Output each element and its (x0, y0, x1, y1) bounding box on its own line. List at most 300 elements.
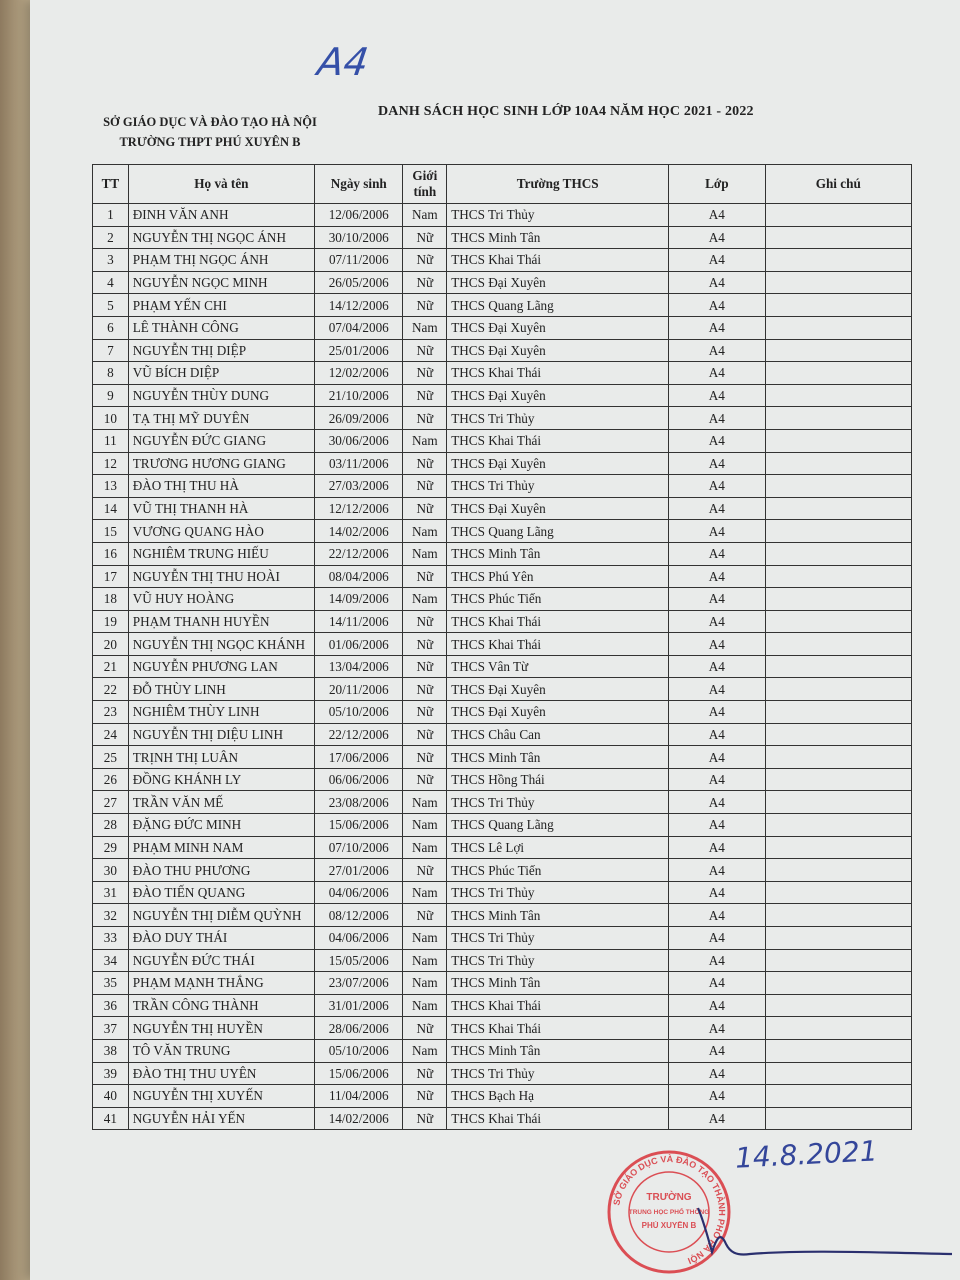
cell-class: A4 (669, 407, 765, 430)
stamp-line-1: TRƯỜNG (646, 1192, 692, 1203)
cell-school: THCS Quang Lãng (447, 294, 669, 317)
cell-dob: 01/06/2006 (315, 633, 403, 656)
table-row (93, 994, 912, 1017)
cell-sex: Nữ (403, 723, 447, 746)
cell-tt: 6 (93, 316, 129, 339)
cell-dob: 26/09/2006 (315, 407, 403, 430)
cell-school: THCS Bạch Hạ (447, 1085, 669, 1108)
cell-name: NGUYỄN THỊ XUYẾN (128, 1085, 314, 1108)
cell-name: ĐINH VĂN ANH (128, 204, 314, 227)
cell-note (765, 475, 912, 498)
cell-class: A4 (669, 904, 765, 927)
cell-sex: Nữ (403, 1085, 447, 1108)
cell-name: NGUYỄN ĐỨC THÁI (128, 949, 314, 972)
table-row (93, 384, 912, 407)
cell-sex: Nam (403, 994, 447, 1017)
cell-class: A4 (669, 949, 765, 972)
cell-dob: 03/11/2006 (315, 452, 403, 475)
cell-tt: 36 (93, 994, 129, 1017)
cell-note (765, 520, 912, 543)
cell-tt: 18 (93, 588, 129, 611)
table-row (93, 904, 912, 927)
cell-sex: Nam (403, 204, 447, 227)
cell-tt: 28 (93, 814, 129, 837)
cell-name: NGUYỄN THỊ DIỄM QUỲNH (128, 904, 314, 927)
cell-note (765, 1107, 912, 1130)
cell-tt: 38 (93, 1039, 129, 1062)
cell-name: VŨ THỊ THANH HÀ (128, 497, 314, 520)
cell-dob: 15/05/2006 (315, 949, 403, 972)
cell-sex: Nam (403, 1039, 447, 1062)
cell-sex: Nữ (403, 678, 447, 701)
cell-class: A4 (669, 452, 765, 475)
cell-class: A4 (669, 565, 765, 588)
cell-school: THCS Đại Xuyên (447, 316, 669, 339)
cell-school: THCS Minh Tân (447, 904, 669, 927)
cell-name: ĐÀO THỊ THU HÀ (128, 475, 314, 498)
cell-dob: 04/06/2006 (315, 881, 403, 904)
cell-note (765, 497, 912, 520)
cell-name: LÊ THÀNH CÔNG (128, 316, 314, 339)
cell-name: VƯƠNG QUANG HÀO (128, 520, 314, 543)
cell-note (765, 972, 912, 995)
table-row (93, 429, 912, 452)
cell-note (765, 339, 912, 362)
table-row (93, 339, 912, 362)
cell-dob: 30/10/2006 (315, 226, 403, 249)
cell-class: A4 (669, 814, 765, 837)
cell-school: THCS Đại Xuyên (447, 497, 669, 520)
table-row (93, 859, 912, 882)
signature (690, 1200, 960, 1270)
table-row (93, 927, 912, 950)
cell-note (765, 791, 912, 814)
table-row (93, 362, 912, 385)
cell-name: ĐẶNG ĐỨC MINH (128, 814, 314, 837)
table-row (93, 226, 912, 249)
cell-school: THCS Khai Thái (447, 633, 669, 656)
cell-note (765, 1039, 912, 1062)
cell-sex: Nữ (403, 497, 447, 520)
cell-dob: 07/11/2006 (315, 249, 403, 272)
cell-school: THCS Minh Tân (447, 542, 669, 565)
cell-name: TRẦN CÔNG THÀNH (128, 994, 314, 1017)
cell-dob: 20/11/2006 (315, 678, 403, 701)
cell-school: THCS Minh Tân (447, 1039, 669, 1062)
cell-note (765, 633, 912, 656)
cell-class: A4 (669, 610, 765, 633)
handwritten-class-note: A4 (314, 40, 372, 84)
cell-name: VŨ BÍCH DIỆP (128, 362, 314, 385)
table-body (93, 204, 912, 1130)
col-header-class: Lớp (669, 165, 765, 204)
cell-dob: 26/05/2006 (315, 271, 403, 294)
cell-sex: Nữ (403, 452, 447, 475)
cell-class: A4 (669, 542, 765, 565)
cell-school: THCS Khai Thái (447, 362, 669, 385)
cell-tt: 5 (93, 294, 129, 317)
cell-name: NGHIÊM TRUNG HIẾU (128, 542, 314, 565)
cell-school: THCS Tri Thủy (447, 927, 669, 950)
cell-class: A4 (669, 226, 765, 249)
cell-name: NGUYỄN PHƯƠNG LAN (128, 655, 314, 678)
table-row (93, 204, 912, 227)
col-header-sex-label: Giới tính (412, 168, 438, 199)
cell-note (765, 226, 912, 249)
cell-sex: Nữ (403, 1017, 447, 1040)
cell-dob: 21/10/2006 (315, 384, 403, 407)
cell-school: THCS Tri Thủy (447, 881, 669, 904)
col-header-school: Trường THCS (447, 165, 669, 204)
table-row (93, 836, 912, 859)
cell-tt: 15 (93, 520, 129, 543)
cell-tt: 4 (93, 271, 129, 294)
cell-dob: 15/06/2006 (315, 814, 403, 837)
cell-sex: Nữ (403, 565, 447, 588)
cell-note (765, 565, 912, 588)
cell-sex: Nữ (403, 475, 447, 498)
cell-tt: 2 (93, 226, 129, 249)
cell-school: THCS Tri Thủy (447, 1062, 669, 1085)
cell-name: TÔ VĂN TRUNG (128, 1039, 314, 1062)
cell-note (765, 407, 912, 430)
cell-note (765, 294, 912, 317)
cell-sex: Nữ (403, 610, 447, 633)
cell-dob: 08/12/2006 (315, 904, 403, 927)
cell-note (765, 384, 912, 407)
cell-tt: 31 (93, 881, 129, 904)
cell-tt: 24 (93, 723, 129, 746)
cell-note (765, 881, 912, 904)
cell-tt: 7 (93, 339, 129, 362)
table-row (93, 407, 912, 430)
handwritten-date: 14.8.2021 (734, 1134, 879, 1175)
cell-note (765, 746, 912, 769)
cell-name: NGUYỄN THỊ DIỆU LINH (128, 723, 314, 746)
cell-name: ĐÀO TIẾN QUANG (128, 881, 314, 904)
cell-note (765, 1062, 912, 1085)
cell-class: A4 (669, 1039, 765, 1062)
cell-sex: Nam (403, 429, 447, 452)
cell-sex: Nam (403, 520, 447, 543)
cell-school: THCS Đại Xuyên (447, 701, 669, 724)
cell-class: A4 (669, 339, 765, 362)
cell-name: PHẠM YẾN CHI (128, 294, 314, 317)
cell-tt: 8 (93, 362, 129, 385)
table-row (93, 881, 912, 904)
cell-tt: 10 (93, 407, 129, 430)
cell-class: A4 (669, 475, 765, 498)
cell-note (765, 362, 912, 385)
cell-dob: 14/11/2006 (315, 610, 403, 633)
cell-name: TẠ THỊ MỸ DUYÊN (128, 407, 314, 430)
cell-sex: Nam (403, 542, 447, 565)
cell-school: THCS Quang Lãng (447, 814, 669, 837)
cell-school: THCS Tri Thủy (447, 204, 669, 227)
header-organization (80, 112, 340, 152)
cell-tt: 22 (93, 678, 129, 701)
cell-dob: 30/06/2006 (315, 429, 403, 452)
cell-dob: 05/10/2006 (315, 1039, 403, 1062)
cell-note (765, 452, 912, 475)
cell-school: THCS Đại Xuyên (447, 452, 669, 475)
table-row (93, 497, 912, 520)
cell-note (765, 204, 912, 227)
cell-school: THCS Phú Yên (447, 565, 669, 588)
cell-sex: Nữ (403, 768, 447, 791)
cell-class: A4 (669, 633, 765, 656)
cell-name: NGHIÊM THÙY LINH (128, 701, 314, 724)
cell-sex: Nam (403, 927, 447, 950)
cell-school: THCS Hồng Thái (447, 768, 669, 791)
cell-school: THCS Tri Thủy (447, 949, 669, 972)
cell-class: A4 (669, 520, 765, 543)
cell-name: NGUYỄN NGỌC MINH (128, 271, 314, 294)
cell-name: PHẠM THANH HUYỀN (128, 610, 314, 633)
cell-class: A4 (669, 791, 765, 814)
cell-tt: 26 (93, 768, 129, 791)
cell-class: A4 (669, 271, 765, 294)
cell-dob: 06/06/2006 (315, 768, 403, 791)
cell-name: NGUYỄN ĐỨC GIANG (128, 429, 314, 452)
table-row (93, 768, 912, 791)
cell-school: THCS Quang Lãng (447, 520, 669, 543)
table-row (93, 271, 912, 294)
cell-note (765, 814, 912, 837)
stamp-line-2: TRUNG HỌC PHỔ THÔNG (628, 1209, 710, 1216)
cell-class: A4 (669, 768, 765, 791)
cell-tt: 29 (93, 836, 129, 859)
cell-school: THCS Minh Tân (447, 972, 669, 995)
cell-tt: 32 (93, 904, 129, 927)
table-row (93, 723, 912, 746)
cell-tt: 9 (93, 384, 129, 407)
cell-class: A4 (669, 1107, 765, 1130)
cell-dob: 14/02/2006 (315, 520, 403, 543)
cell-dob: 07/10/2006 (315, 836, 403, 859)
cell-class: A4 (669, 497, 765, 520)
col-header-tt: TT (93, 165, 129, 204)
cell-tt: 3 (93, 249, 129, 272)
cell-school: THCS Đại Xuyên (447, 271, 669, 294)
cell-name: ĐÀO THỊ THU UYÊN (128, 1062, 314, 1085)
cell-sex: Nam (403, 791, 447, 814)
table-row (93, 814, 912, 837)
cell-school: THCS Đại Xuyên (447, 339, 669, 362)
cell-class: A4 (669, 316, 765, 339)
cell-class: A4 (669, 836, 765, 859)
cell-sex: Nam (403, 972, 447, 995)
cell-name: PHẠM MINH NAM (128, 836, 314, 859)
table-row (93, 1107, 912, 1130)
cell-school: THCS Vân Từ (447, 655, 669, 678)
cell-dob: 15/06/2006 (315, 1062, 403, 1085)
cell-sex: Nữ (403, 1062, 447, 1085)
cell-sex: Nam (403, 316, 447, 339)
cell-class: A4 (669, 723, 765, 746)
cell-tt: 30 (93, 859, 129, 882)
cell-name: PHẠM MẠNH THẮNG (128, 972, 314, 995)
cell-note (765, 429, 912, 452)
cell-school: THCS Lê Lợi (447, 836, 669, 859)
cell-note (765, 542, 912, 565)
cell-note (765, 678, 912, 701)
table-row (93, 949, 912, 972)
cell-sex: Nữ (403, 249, 447, 272)
cell-school: THCS Tri Thủy (447, 475, 669, 498)
cell-name: NGUYỄN THỊ DIỆP (128, 339, 314, 362)
cell-sex: Nam (403, 881, 447, 904)
table-row (93, 294, 912, 317)
cell-dob: 22/12/2006 (315, 542, 403, 565)
table-row (93, 678, 912, 701)
cell-dob: 07/04/2006 (315, 316, 403, 339)
cell-dob: 13/04/2006 (315, 655, 403, 678)
cell-name: ĐỒNG KHÁNH LY (128, 768, 314, 791)
table-row (93, 249, 912, 272)
cell-dob: 12/12/2006 (315, 497, 403, 520)
cell-sex: Nữ (403, 859, 447, 882)
cell-dob: 22/12/2006 (315, 723, 403, 746)
cell-dob: 27/03/2006 (315, 475, 403, 498)
cell-school: THCS Khai Thái (447, 610, 669, 633)
cell-name: NGUYỄN HẢI YẾN (128, 1107, 314, 1130)
cell-name: VŨ HUY HOÀNG (128, 588, 314, 611)
cell-class: A4 (669, 362, 765, 385)
cell-sex: Nữ (403, 384, 447, 407)
cell-school: THCS Đại Xuyên (447, 678, 669, 701)
cell-sex: Nữ (403, 407, 447, 430)
cell-dob: 23/07/2006 (315, 972, 403, 995)
cell-name: TRƯƠNG HƯƠNG GIANG (128, 452, 314, 475)
cell-class: A4 (669, 294, 765, 317)
table-row (93, 1017, 912, 1040)
cell-note (765, 1085, 912, 1108)
cell-name: ĐÀO THU PHƯƠNG (128, 859, 314, 882)
table-row (93, 475, 912, 498)
cell-sex: Nữ (403, 226, 447, 249)
table-row (93, 746, 912, 769)
cell-tt: 39 (93, 1062, 129, 1085)
cell-sex: Nữ (403, 362, 447, 385)
document-title: DANH SÁCH HỌC SINH LỚP 10A4 NĂM HỌC 2021 - 2022 (378, 104, 754, 119)
table-row (93, 1062, 912, 1085)
cell-school: THCS Châu Can (447, 723, 669, 746)
cell-school: THCS Tri Thủy (447, 407, 669, 430)
cell-dob: 05/10/2006 (315, 701, 403, 724)
cell-tt: 14 (93, 497, 129, 520)
cell-dob: 31/01/2006 (315, 994, 403, 1017)
cell-tt: 16 (93, 542, 129, 565)
cell-class: A4 (669, 678, 765, 701)
table-row (93, 452, 912, 475)
cell-note (765, 859, 912, 882)
col-header-note: Ghi chú (765, 165, 912, 204)
cell-class: A4 (669, 927, 765, 950)
cell-school: THCS Phúc Tiến (447, 588, 669, 611)
cell-class: A4 (669, 859, 765, 882)
cell-name: NGUYỄN THỊ NGỌC ÁNH (128, 226, 314, 249)
cell-tt: 13 (93, 475, 129, 498)
cell-name: NGUYỄN THÙY DUNG (128, 384, 314, 407)
stamp-ring-text: SỞ GIÁO DỤC VÀ ĐÀO TẠO THÀNH PHỐ HÀ NỘI (611, 1153, 728, 1267)
cell-note (765, 927, 912, 950)
cell-note (765, 836, 912, 859)
table-row (93, 588, 912, 611)
cell-school: THCS Phúc Tiến (447, 859, 669, 882)
col-header-sex (403, 165, 447, 204)
cell-sex: Nữ (403, 904, 447, 927)
cell-name: NGUYỄN THỊ THU HOÀI (128, 565, 314, 588)
table-row (93, 1085, 912, 1108)
cell-tt: 21 (93, 655, 129, 678)
table-row (93, 701, 912, 724)
cell-class: A4 (669, 1085, 765, 1108)
cell-name: PHẠM THỊ NGỌC ÁNH (128, 249, 314, 272)
table-row (93, 610, 912, 633)
cell-class: A4 (669, 701, 765, 724)
cell-school: THCS Khai Thái (447, 429, 669, 452)
cell-note (765, 316, 912, 339)
cell-name: NGUYỄN THỊ NGỌC KHÁNH (128, 633, 314, 656)
cell-sex: Nữ (403, 701, 447, 724)
cell-tt: 41 (93, 1107, 129, 1130)
cell-name: TRẦN VĂN MẾ (128, 791, 314, 814)
table-row (93, 520, 912, 543)
cell-class: A4 (669, 746, 765, 769)
cell-note (765, 1017, 912, 1040)
stamp-line-3: PHÚ XUYÊN B (641, 1221, 697, 1230)
cell-tt: 19 (93, 610, 129, 633)
cell-school: THCS Khai Thái (447, 249, 669, 272)
cell-class: A4 (669, 881, 765, 904)
cell-class: A4 (669, 588, 765, 611)
cell-note (765, 949, 912, 972)
cell-name: NGUYỄN THỊ HUYỀN (128, 1017, 314, 1040)
cell-tt: 40 (93, 1085, 129, 1108)
cell-note (765, 994, 912, 1017)
cell-tt: 33 (93, 927, 129, 950)
cell-class: A4 (669, 1062, 765, 1085)
table-row (93, 791, 912, 814)
cell-class: A4 (669, 204, 765, 227)
cell-sex: Nam (403, 588, 447, 611)
cell-sex: Nữ (403, 271, 447, 294)
cell-dob: 11/04/2006 (315, 1085, 403, 1108)
cell-dob: 25/01/2006 (315, 339, 403, 362)
cell-sex: Nam (403, 949, 447, 972)
cell-dob: 23/08/2006 (315, 791, 403, 814)
cell-tt: 1 (93, 204, 129, 227)
cell-note (765, 271, 912, 294)
cell-note (765, 588, 912, 611)
cell-tt: 20 (93, 633, 129, 656)
cell-school: THCS Khai Thái (447, 994, 669, 1017)
cell-sex: Nữ (403, 1107, 447, 1130)
cell-class: A4 (669, 249, 765, 272)
table-row (93, 633, 912, 656)
cell-school: THCS Minh Tân (447, 226, 669, 249)
cell-tt: 17 (93, 565, 129, 588)
school-name: TRƯỜNG THPT PHÚ XUYÊN B (119, 135, 301, 149)
cell-dob: 14/12/2006 (315, 294, 403, 317)
cell-dob: 04/06/2006 (315, 927, 403, 950)
col-header-name: Họ và tên (128, 165, 314, 204)
cell-class: A4 (669, 384, 765, 407)
cell-tt: 11 (93, 429, 129, 452)
cell-note (765, 701, 912, 724)
cell-sex: Nữ (403, 633, 447, 656)
